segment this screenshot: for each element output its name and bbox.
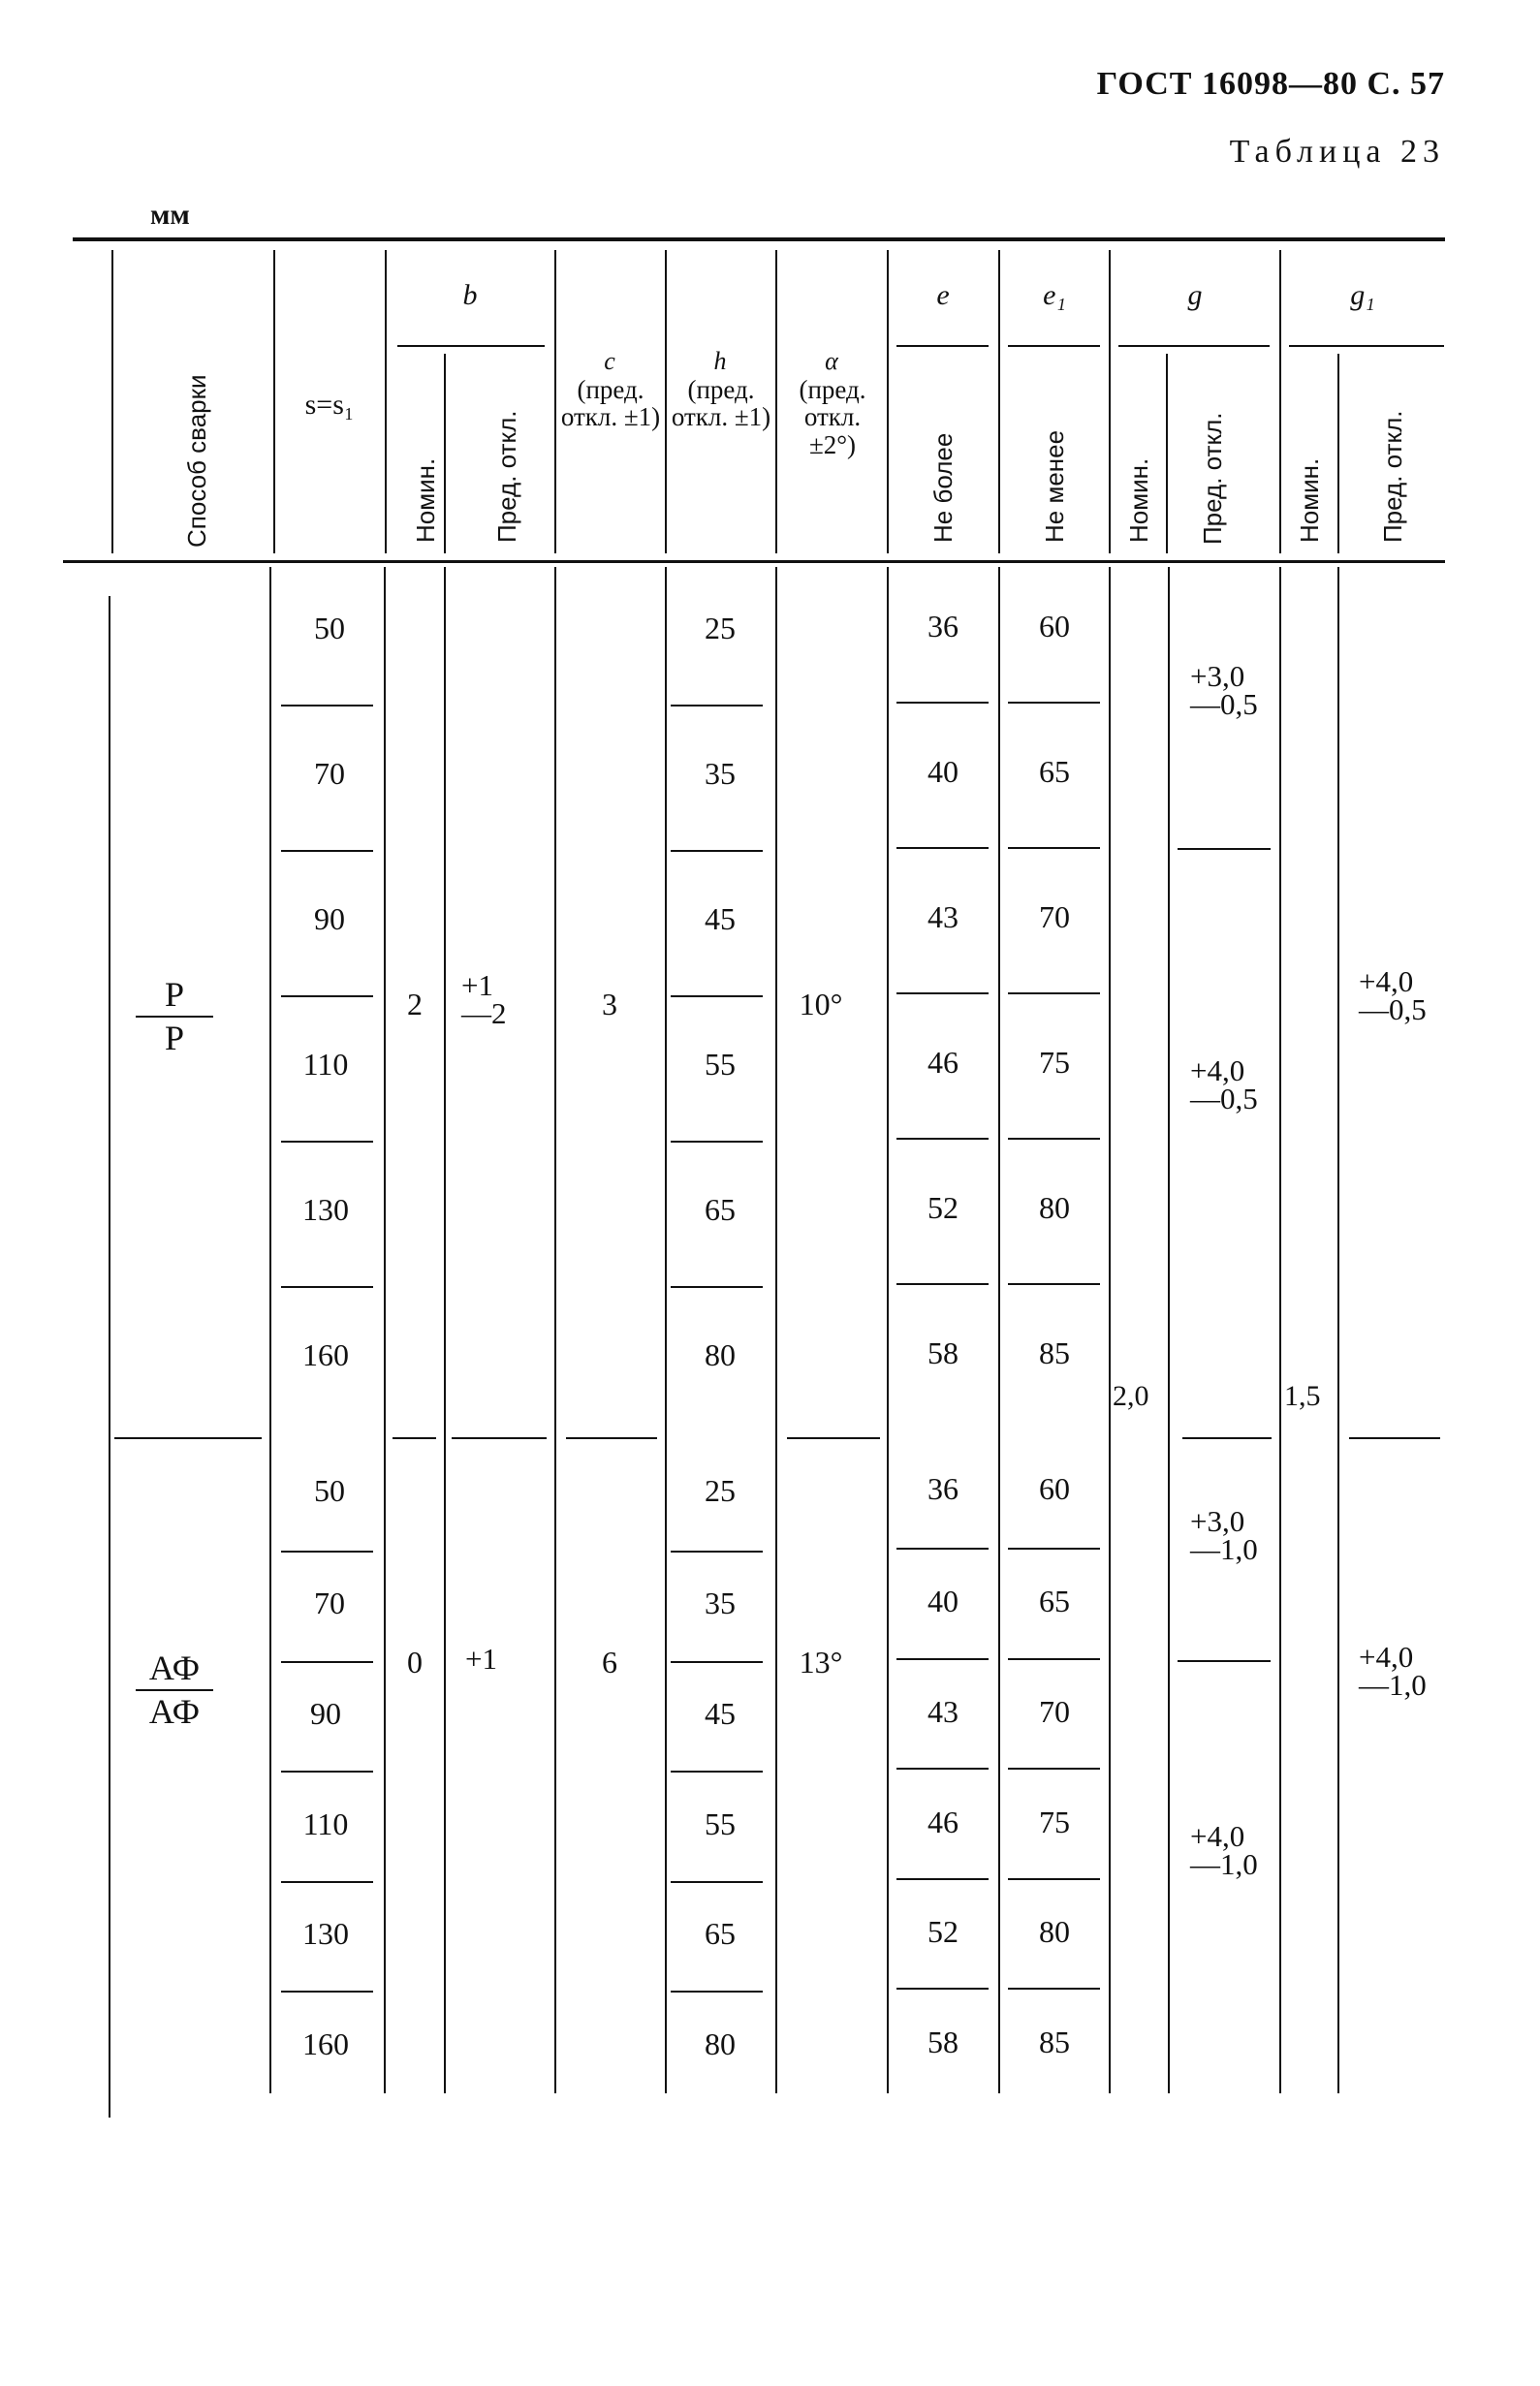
h-cell: 65 xyxy=(705,1192,736,1227)
e1-cell: 70 xyxy=(1039,1694,1070,1729)
e-cell: 46 xyxy=(927,1045,959,1080)
b-dev-cell: +1 —2 xyxy=(461,968,507,1031)
s-cell: 50 xyxy=(314,611,345,645)
e-cell: 36 xyxy=(927,1471,959,1506)
g1-dev-cell: +4,0 —1,0 xyxy=(1359,1640,1427,1703)
b-nom-cell: 0 xyxy=(407,1645,423,1680)
g1-nom-cell: 1,5 xyxy=(1284,1380,1321,1412)
e1-cell: 70 xyxy=(1039,899,1070,934)
e1-cell: 60 xyxy=(1039,1471,1070,1506)
header-h-note: (пред. откл. ±1) xyxy=(671,375,771,432)
h-cell: 45 xyxy=(705,901,736,936)
e1-cell: 85 xyxy=(1039,1335,1070,1370)
e-cell: 58 xyxy=(927,1335,959,1370)
h-cell: 80 xyxy=(705,1337,736,1372)
h-cell: 25 xyxy=(705,611,736,645)
h-cell: 35 xyxy=(705,756,736,791)
e1-cell: 75 xyxy=(1039,1805,1070,1839)
g-dev-cell: +3,0 —1,0 xyxy=(1190,1504,1258,1567)
s-cell: 90 xyxy=(310,1696,341,1731)
e-cell: 36 xyxy=(927,609,959,644)
header-c-note: (пред. откл. ±1) xyxy=(560,375,661,432)
e1-cell: 75 xyxy=(1039,1045,1070,1080)
s-cell: 70 xyxy=(314,756,345,791)
header-c: c xyxy=(604,347,615,375)
s-cell: 160 xyxy=(302,1337,349,1372)
s-cell: 160 xyxy=(302,2026,349,2061)
header-g1-dev: Пред. откл. xyxy=(1378,410,1407,543)
g-dev-cell: +3,0 —0,5 xyxy=(1190,659,1258,722)
e1-cell: 65 xyxy=(1039,754,1070,789)
s-cell: 50 xyxy=(314,1473,345,1508)
h-cell: 25 xyxy=(705,1473,736,1508)
header-h: h xyxy=(713,347,727,375)
e-cell: 43 xyxy=(927,899,959,934)
e1-cell: 85 xyxy=(1039,2025,1070,2059)
s-cell: 130 xyxy=(302,1192,349,1227)
c-cell: 6 xyxy=(602,1645,617,1680)
header-s: s=s₁ xyxy=(304,389,355,421)
table-title: Таблица 23 xyxy=(1229,134,1445,170)
g-dev-cell: +4,0 —0,5 xyxy=(1190,1053,1258,1116)
header-b-nom: Номин. xyxy=(411,457,440,543)
b-nom-cell: 2 xyxy=(407,987,423,1021)
g-dev-cell: +4,0 —1,0 xyxy=(1190,1819,1258,1882)
header-b-dev: Пред. откл. xyxy=(492,410,521,543)
h-cell: 80 xyxy=(705,2026,736,2061)
e-cell: 40 xyxy=(927,754,959,789)
h-cell: 55 xyxy=(705,1806,736,1841)
header-g-dev: Пред. откл. xyxy=(1198,412,1227,545)
header-alpha-note: (пред. откл. ±2°) xyxy=(799,375,866,459)
header-e: e xyxy=(936,279,950,311)
header-g1: g₁ xyxy=(1350,279,1375,311)
header-g: g xyxy=(1187,279,1203,311)
header-method: Способ сварки xyxy=(182,374,211,548)
b-dev-cell: +1 xyxy=(465,1642,497,1676)
e1-cell: 80 xyxy=(1039,1190,1070,1225)
e-cell: 58 xyxy=(927,2025,959,2059)
s-cell: 70 xyxy=(314,1585,345,1620)
s-cell: 110 xyxy=(302,1806,349,1841)
h-cell: 65 xyxy=(705,1916,736,1951)
s-cell: 90 xyxy=(314,901,345,936)
header-g1-nom: Номин. xyxy=(1295,457,1324,543)
page-header: ГОСТ 16098—80 С. 57 xyxy=(1096,66,1445,102)
s-cell: 130 xyxy=(302,1916,349,1951)
alpha-cell: 10° xyxy=(799,987,843,1021)
header-b: b xyxy=(462,279,478,311)
header-e-sub: Не более xyxy=(928,432,958,543)
method-r: Р Р xyxy=(136,974,213,1059)
e1-cell: 65 xyxy=(1039,1584,1070,1618)
e-cell: 43 xyxy=(927,1694,959,1729)
g-nom-cell: 2,0 xyxy=(1113,1380,1149,1412)
alpha-cell: 13° xyxy=(799,1645,843,1680)
e-cell: 52 xyxy=(927,1914,959,1949)
h-cell: 45 xyxy=(705,1696,736,1731)
e-cell: 52 xyxy=(927,1190,959,1225)
e1-cell: 60 xyxy=(1039,609,1070,644)
h-cell: 35 xyxy=(705,1585,736,1620)
method-af: АФ АФ xyxy=(136,1648,213,1733)
header-e1-sub: Не менее xyxy=(1040,429,1069,543)
h-cell: 55 xyxy=(705,1047,736,1082)
e1-cell: 80 xyxy=(1039,1914,1070,1949)
s-cell: 110 xyxy=(302,1047,349,1082)
e-cell: 40 xyxy=(927,1584,959,1618)
header-e1: e₁ xyxy=(1043,279,1066,311)
header-alpha: α xyxy=(825,347,838,375)
unit-label: мм xyxy=(150,199,190,231)
c-cell: 3 xyxy=(602,987,617,1021)
e-cell: 46 xyxy=(927,1805,959,1839)
g1-dev-cell: +4,0 —0,5 xyxy=(1359,964,1427,1027)
header-g-nom: Номин. xyxy=(1124,457,1153,543)
